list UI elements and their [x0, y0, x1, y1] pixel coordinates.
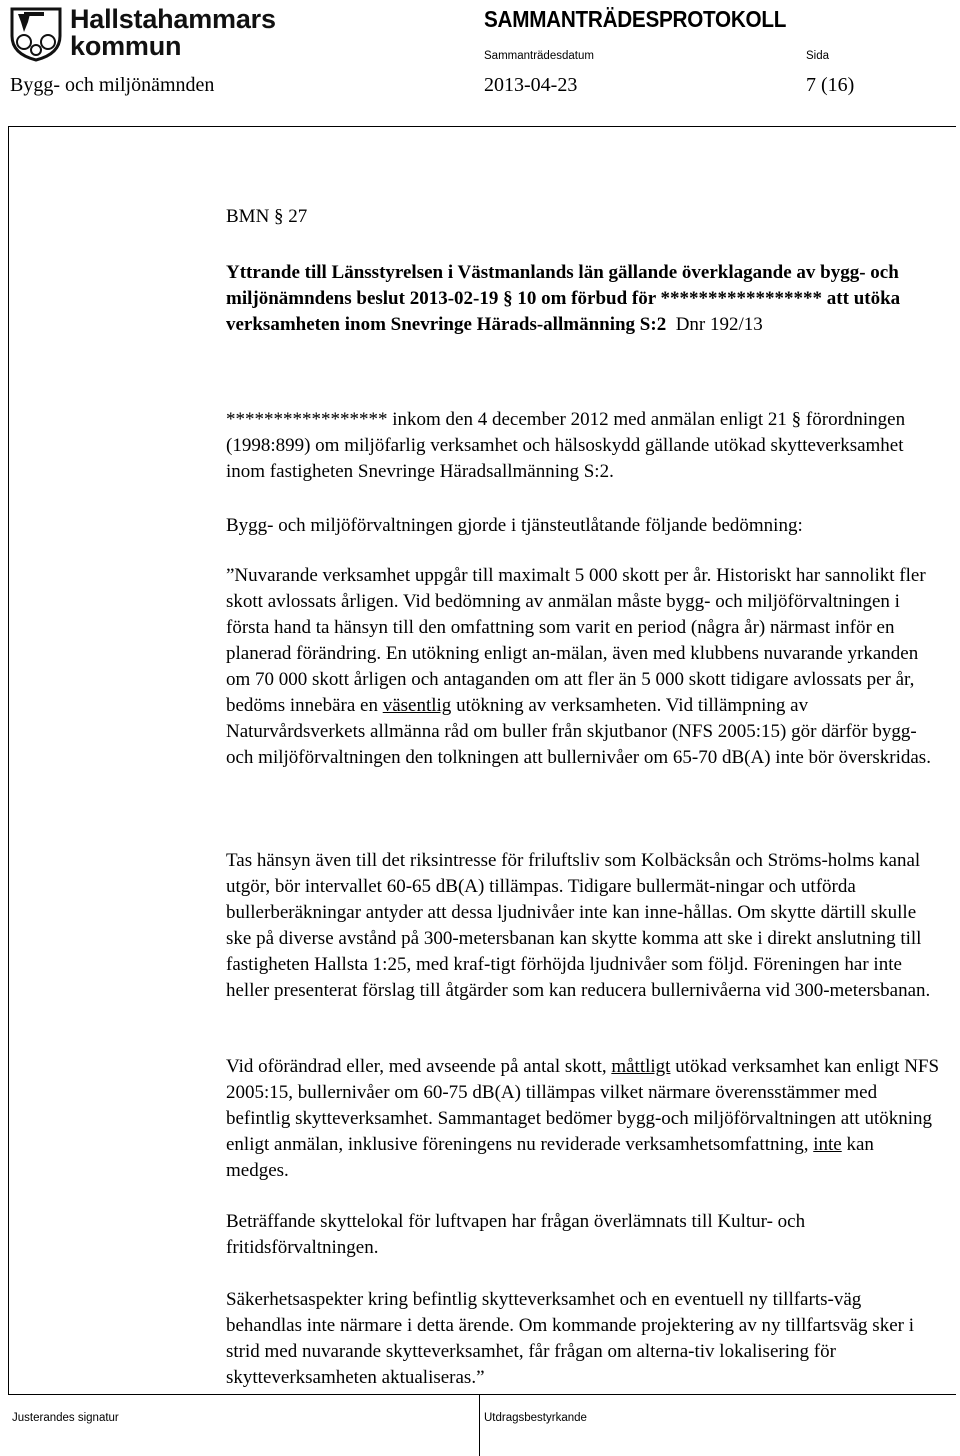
noise-emphasis-word-1: måttligt [611, 1056, 671, 1077]
approver-signature-label: Justerandes signatur [12, 1412, 119, 1424]
meeting-date-label: Sammanträdesdatum [484, 50, 594, 62]
page-number: 7 (16) [806, 74, 855, 96]
municipal-coat-of-arms-logo [8, 6, 64, 62]
page-label: Sida [806, 50, 830, 62]
quote-emphasis-word: väsentlig [382, 695, 452, 716]
national-interest-paragraph: Tas hänsyn även till det riksintresse för friluftsliv som Kolbäcksån och Ströms-holms kanal utgör, bör intervallet 60-65 dB(A) tillämpas. Tidigare bullermät-ningar och utförda bullerberäkningar antyder att dessa ljudnivåer inte kan inne-hållas. Om skytte därtill skulle ske på diverse avstånd på 300-metersbanan kan skytte komma att ske i direkt anslutning till fastigheten Hallsta 1:25, med kraf-tigt förhöjda ljudnivåer som följd. Föreningen har inte heller presenterat förslag till åtgärder som kan reducera bullernivåerna vid 300-metersbanan. [226, 850, 931, 1001]
noise-text-part-2: utökad verksamhet kan enligt NFS 2005:15, bullernivåer om 60-75 dB(A) tillämpas vilket närmare överensstämmer med befintlig skytteverksamhet. Sammantaget bedömer bygg-och miljöförvaltningen att utökning enligt anmälan, inklusive föreningens nu reviderade verksamhetsomfattning, [226, 1056, 940, 1155]
quote-text-part-1: ”Nuvarande verksamhet uppgår till maximalt 5 000 skott per år. Historiskt har sannolikt fler skott avlossats årligen. Vid bedömning av anmälan måste bygg- och miljöförvaltningen i första hand ta hänsyn till den omfattning som varit en period (några år) närmast inför en planerad förändring. En utökning enligt an-mälan, även med klubbens nuvarande yrkanden om 70 000 skott årligen och antaganden om att fler än 5 000 skott tidigare avlossats per år, bedöms innebära en [226, 565, 926, 716]
excerpt-certification-label: Utdragsbestyrkande [484, 1412, 587, 1424]
quote-text-part-2: utökning av verksamheten. Vid tillämpning av Naturvårdsverkets allmänna råd om buller från skjutbanor (NFS 2005:15) gör därför bygg- och miljöförvaltningen den tolkningen att bullernivåer om 65-70 dB(A) inte bör överskridas. [226, 695, 931, 768]
noise-text-part-3: kan medges. [226, 1134, 874, 1181]
intro-paragraph: ***************** inkom den 4 december 2012 med anmälan enligt 21 § förordningen (1998:899) om miljöfarlig verksamhet och hälsoskydd gällande utökad skytteverksamhet inom fastigheten Snevringe Häradsallmänning S:2. [226, 409, 906, 482]
case-heading [226, 260, 940, 338]
organization-name-line-1: Hallstahammars [70, 4, 276, 34]
meeting-date: 2013-04-23 [484, 74, 578, 96]
noise-emphasis-word-2: inte [813, 1134, 842, 1155]
header-divider [8, 126, 956, 127]
footer-column-divider [479, 1394, 480, 1456]
assessment-quote-paragraph [226, 563, 940, 771]
document-type-title: SAMMANTRÄDESPROTOKOLL [484, 6, 787, 32]
case-section-id: BMN § 27 [226, 206, 308, 227]
case-reference-number: Dnr 192/13 [675, 314, 763, 335]
safety-aspects-paragraph: Säkerhetsaspekter kring befintlig skytteverksamhet och en eventuell ny tillfarts-väg behandlas inte närmare i detta ärende. Om kommande projektering av ny tillfartsväg sker i strid med nuvarande skytteverksamhet, får frågan om alterna-tiv lokalisering för skytteverksamheten aktualiseras.” [226, 1289, 914, 1388]
noise-level-paragraph [226, 1054, 940, 1184]
margin-rule [8, 126, 9, 1394]
noise-text-part-1: Vid oförändrad eller, med avseende på antal skott, [226, 1056, 612, 1077]
air-gun-venue-paragraph: Beträffande skyttelokal för luftvapen har frågan överlämnats till Kultur- och fritidsförvaltningen. [226, 1211, 806, 1258]
footer-divider [8, 1394, 956, 1395]
committee-name: Bygg- och miljönämnden [10, 74, 215, 96]
case-heading-title: Yttrande till Länsstyrelsen i Västmanlands län gällande överklagande av bygg- och miljönämndens beslut 2013-02-19 § 10 om förbud för ***************** att utöka verksamheten inom Snevringe Härads-allmänning S:2 [226, 262, 901, 335]
organization-name-line-2: kommun [70, 31, 182, 61]
assessment-intro-paragraph: Bygg- och miljöförvaltningen gjorde i tjänsteutlåtande följande bedömning: [226, 515, 803, 536]
